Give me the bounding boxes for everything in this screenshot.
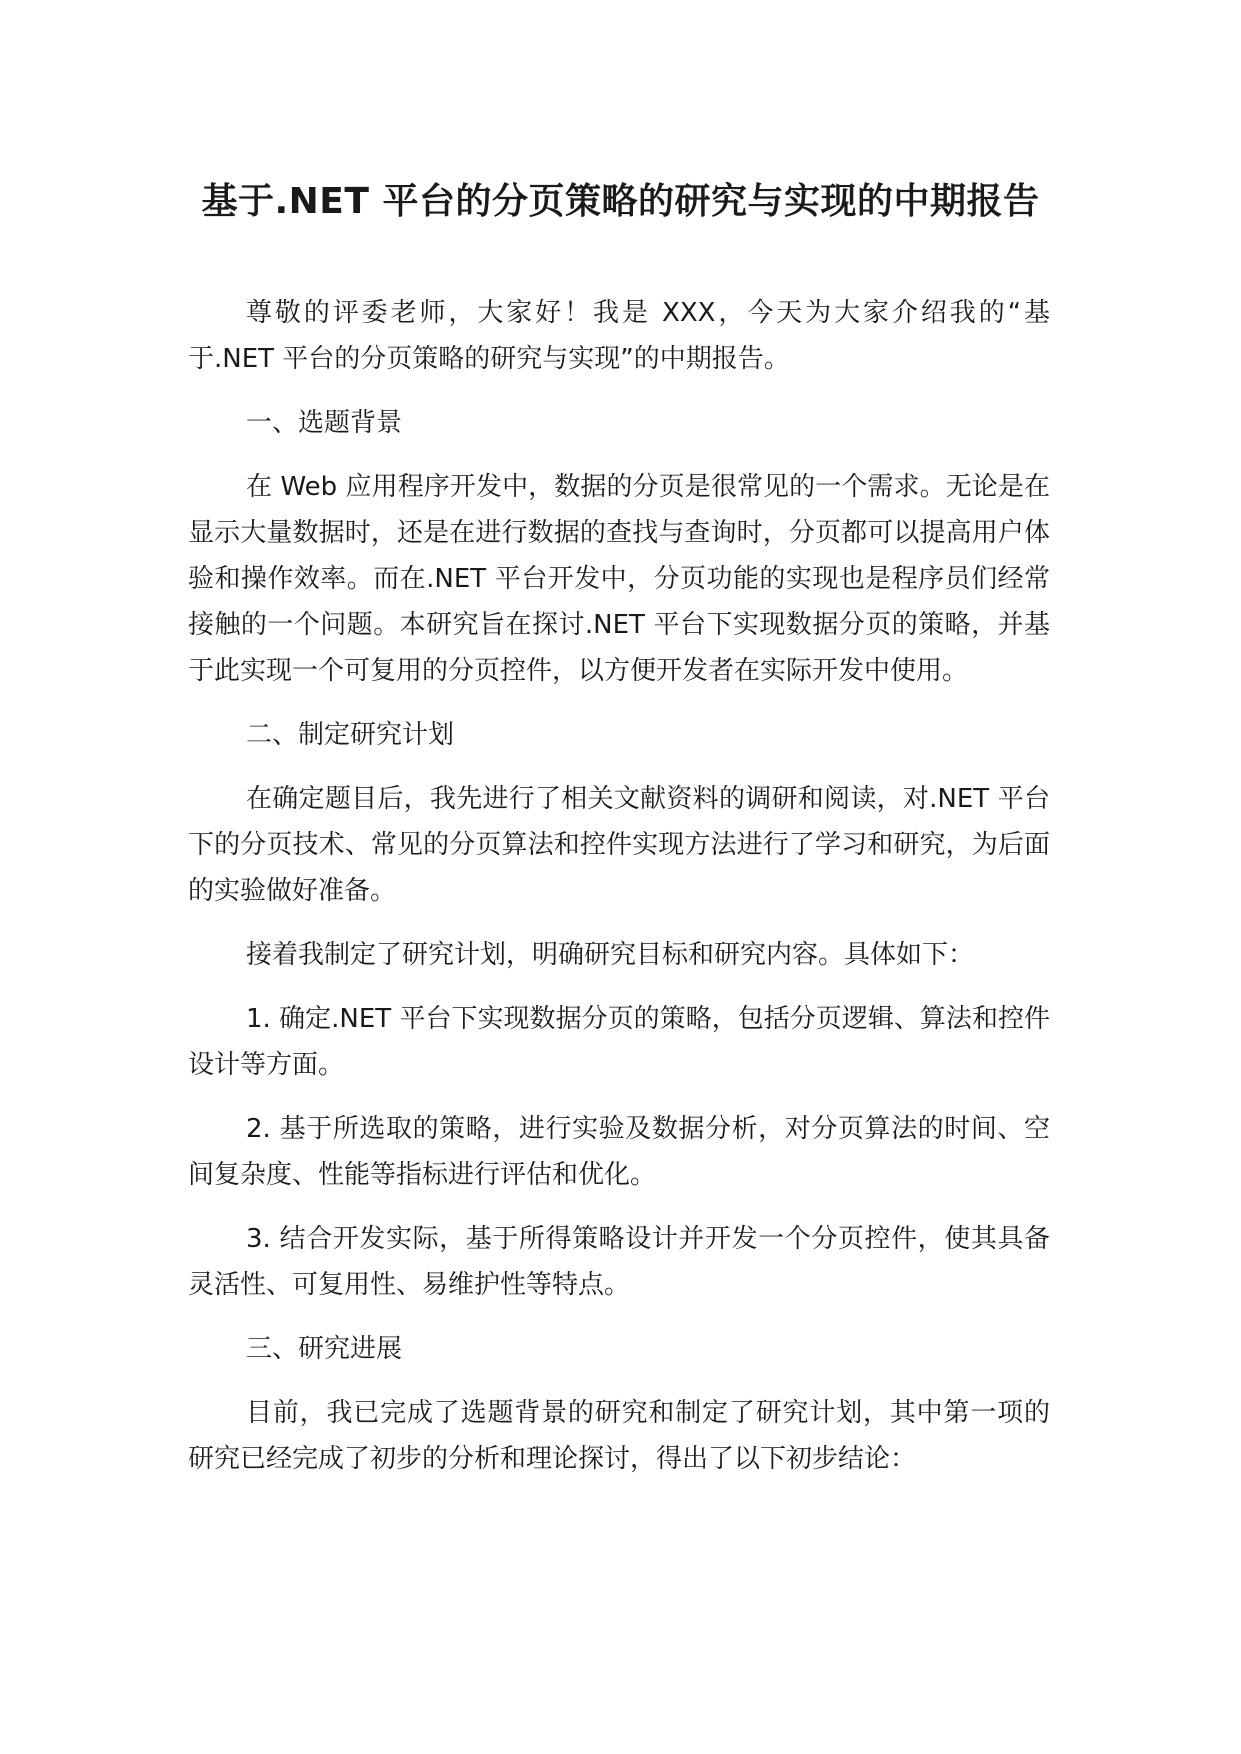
document-title: 基于.NET 平台的分页策略的研究与实现的中期报告 bbox=[201, 181, 1040, 222]
progress-paragraph: 目前，我已完成了选题背景的研究和制定了研究计划，其中第一项的研究已经完成了初步的分析和理论探讨，得出了以下初步结论： bbox=[188, 1398, 1050, 1474]
section-heading-plan: 二、制定研究计划 bbox=[246, 720, 455, 750]
background-paragraph: 在 Web 应用程序开发中，数据的分页是很常见的一个需求。无论是在显示大量数据时，还是在进行数据的查找与查询时，分页都可以提高用户体验和操作效率。而在.NET 平台开发中，分页功能的实现也是程序员们经常接触的一个问题。本研究旨在探讨.NET 平台下实现数据分页的策略，并基于此实现一个可复用的分页控件，以方便开发者在实际开发中使用。 bbox=[188, 472, 1050, 686]
section-heading-background: 一、选题背景 bbox=[246, 408, 403, 438]
intro-paragraph: 尊敬的评委老师，大家好！我是 XXX，今天为大家介绍我的“基于.NET 平台的分页策略的研究与实现”的中期报告。 bbox=[188, 298, 1050, 374]
plan-list-item-2: 2. 基于所选取的策略，进行实验及数据分析，对分页算法的时间、空间复杂度、性能等指标进行评估和优化。 bbox=[188, 1114, 1050, 1190]
plan-paragraph-research: 在确定题目后，我先进行了相关文献资料的调研和阅读，对.NET 平台下的分页技术、常见的分页算法和控件实现方法进行了学习和研究，为后面的实验做好准备。 bbox=[188, 784, 1050, 906]
document-body bbox=[188, 290, 1050, 1500]
section-heading-progress: 三、研究进展 bbox=[246, 1334, 403, 1364]
plan-paragraph-intro: 接着我制定了研究计划，明确研究目标和研究内容。具体如下： bbox=[246, 940, 975, 970]
plan-list-item-3: 3. 结合开发实际，基于所得策略设计并开发一个分页控件，使其具备灵活性、可复用性、易维护性等特点。 bbox=[188, 1224, 1050, 1300]
plan-list-item-1: 1. 确定.NET 平台下实现数据分页的策略，包括分页逻辑、算法和控件设计等方面。 bbox=[188, 1004, 1050, 1080]
